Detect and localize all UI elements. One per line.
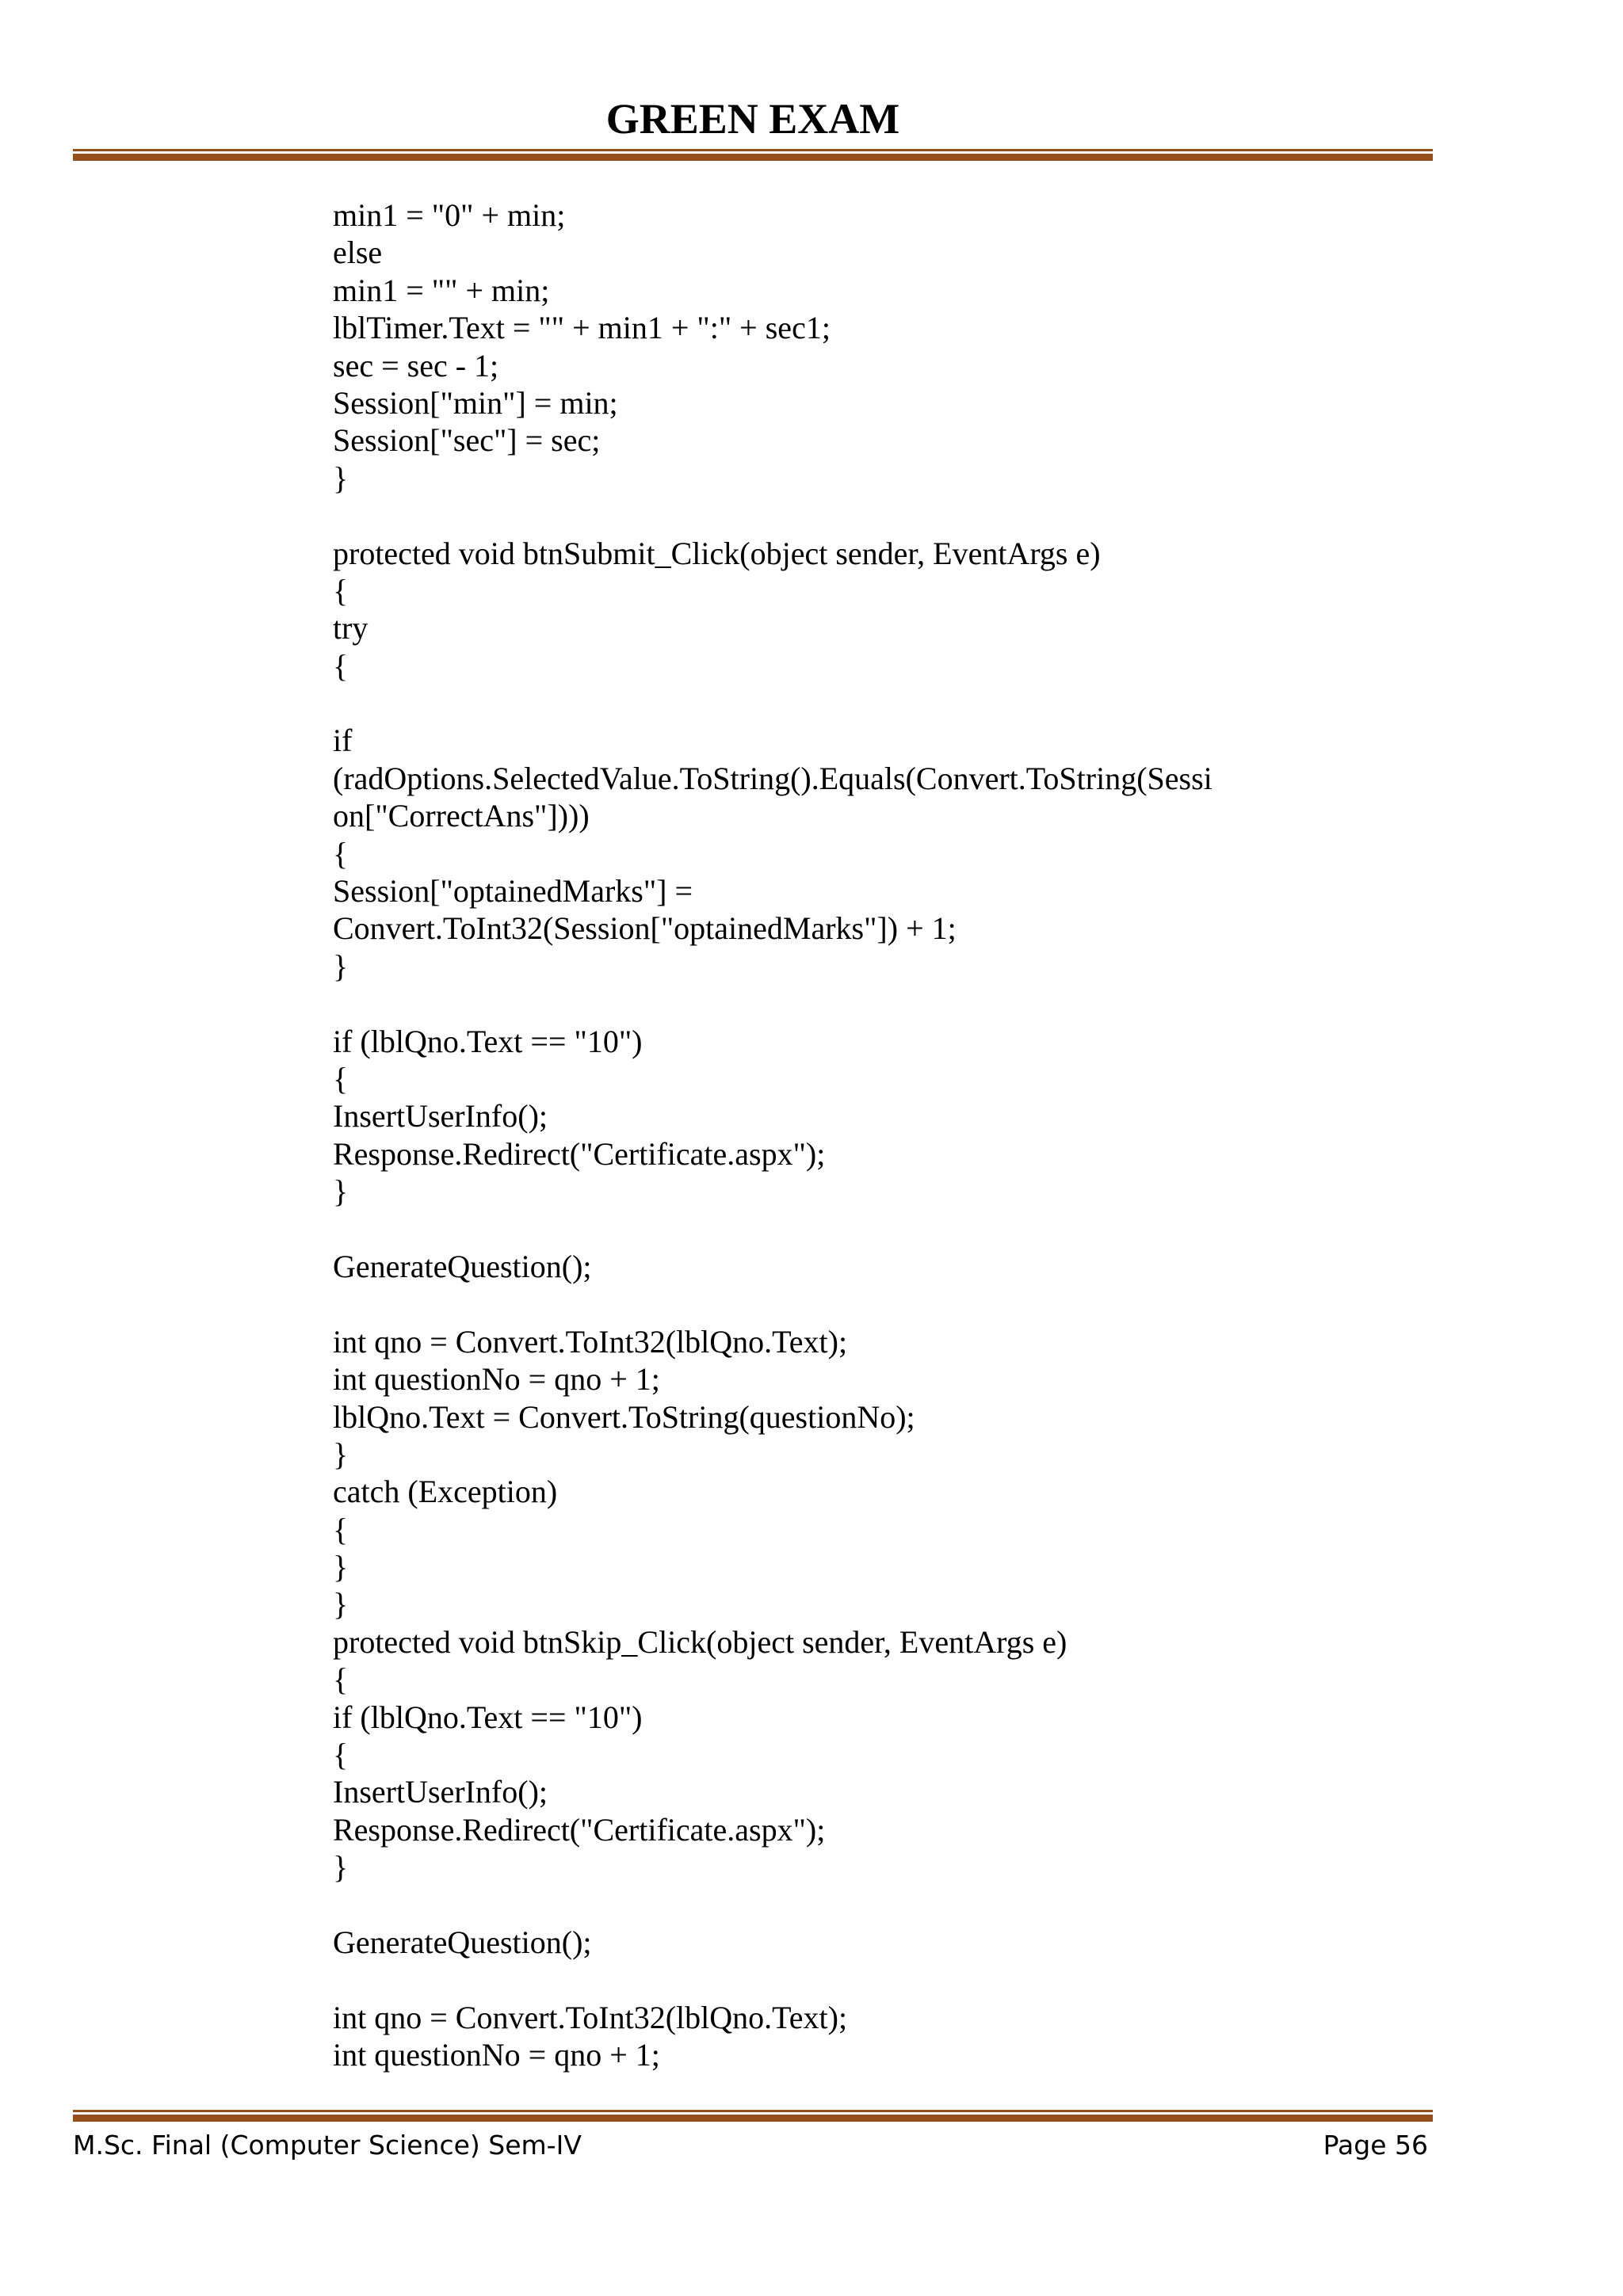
code-line: min1 = "0" + min;	[333, 197, 566, 233]
code-line: InsertUserInfo();	[333, 1098, 548, 1135]
code-line: min1 = "" + min;	[333, 272, 550, 308]
code-line: Response.Redirect("Certificate.aspx");	[333, 1135, 826, 1172]
code-line: if (lblQno.Text == "10")	[333, 1023, 643, 1059]
code-line	[333, 685, 1300, 722]
code-line: {	[333, 1511, 349, 1547]
code-line	[333, 985, 1300, 1022]
code-line: InsertUserInfo();	[333, 1774, 548, 1810]
code-line: int qno = Convert.ToInt32(lblQno.Text);	[333, 1999, 848, 2035]
code-line: {	[333, 1060, 349, 1097]
footer-divider-thick	[73, 2115, 1433, 2122]
code-line: }	[333, 1849, 349, 1886]
code-line: lblTimer.Text = "" + min1 + ":" + sec1;	[333, 310, 831, 346]
code-line	[333, 1886, 1300, 1924]
code-line	[333, 1211, 1300, 1248]
code-line: }	[333, 1549, 349, 1585]
code-line: else	[333, 235, 383, 271]
code-line: }	[333, 460, 349, 496]
code-line: int questionNo = qno + 1;	[333, 2037, 660, 2073]
code-listing	[333, 196, 1300, 2074]
code-line: Session["min"] = min;	[333, 384, 618, 421]
header-divider-thick	[73, 154, 1433, 161]
code-line: Response.Redirect("Certificate.aspx");	[333, 1811, 826, 1848]
code-line: if	[333, 723, 353, 759]
code-line	[333, 497, 1300, 534]
code-line: GenerateQuestion();	[333, 1248, 592, 1284]
code-line: {	[333, 647, 349, 684]
footer-course-label: M.Sc. Final (Computer Science) Sem-IV	[73, 2130, 582, 2161]
code-line: Session["optainedMarks"] =	[333, 873, 693, 910]
code-line: try	[333, 610, 369, 646]
code-line: }	[333, 1586, 349, 1623]
code-line: on["CorrectAns"])))	[333, 798, 590, 834]
code-line: catch (Exception)	[333, 1474, 558, 1510]
footer-page-number: Page 56	[1323, 2130, 1428, 2161]
code-line: }	[333, 1436, 349, 1472]
code-line: }	[333, 948, 349, 984]
code-line: protected void btnSkip_Click(object sender, EventArgs e)	[333, 1623, 1067, 1660]
code-line: {	[333, 1737, 349, 1773]
code-line: {	[333, 572, 349, 608]
code-line: sec = sec - 1;	[333, 347, 499, 383]
footer-divider-thin	[73, 2110, 1433, 2112]
code-line	[333, 1961, 1300, 1998]
code-line: GenerateQuestion();	[333, 1924, 592, 1960]
code-line: Session["sec"] = sec;	[333, 422, 601, 459]
code-line	[333, 1285, 1300, 1322]
header-divider-thin	[73, 149, 1433, 151]
code-line: lblQno.Text = Convert.ToString(questionNo);	[333, 1398, 915, 1435]
page-title: GREEN EXAM	[605, 95, 900, 143]
code-line: protected void btnSubmit_Click(object sender, EventArgs e)	[333, 535, 1101, 571]
code-line: (radOptions.SelectedValue.ToString().Equals(Convert.ToString(Sessi	[333, 760, 1212, 796]
code-line: Convert.ToInt32(Session["optainedMarks"]) + 1;	[333, 910, 957, 947]
code-line: }	[333, 1173, 349, 1210]
code-line: {	[333, 1661, 349, 1698]
code-line: int questionNo = qno + 1;	[333, 1361, 660, 1398]
code-line: int qno = Convert.ToInt32(lblQno.Text);	[333, 1323, 848, 1360]
code-line: if (lblQno.Text == "10")	[333, 1699, 643, 1735]
code-line: {	[333, 835, 349, 871]
